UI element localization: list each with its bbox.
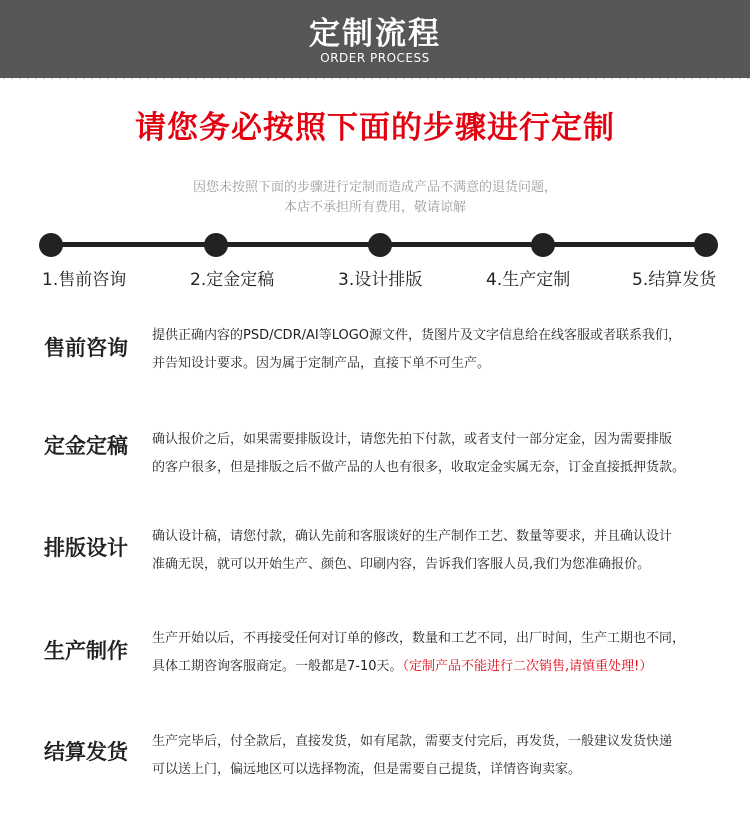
notice-line-2: 本店不承担所有费用，敬请谅解 (283, 200, 466, 215)
section-text-design (152, 523, 727, 579)
timeline-dot-2 (204, 233, 228, 257)
section-title-presale: 售前咨询 (44, 336, 128, 360)
section-line: 生产开始以后，不再接受任何对订单的修改，数量和工艺不同，出厂时间，生产工期也不同， (152, 631, 686, 646)
section-line: 生产完毕后，付全款后，直接发货，如有尾款，需要支付完后，再发货，一般建议发货快递 (152, 734, 673, 749)
notice-line-1: 因您未按照下面的步骤进行定制而造成产品不满意的退货问题， (192, 180, 557, 195)
timeline-dot-4 (531, 233, 555, 257)
step-label-2: 2.定金定稿 (190, 270, 275, 290)
section-text-deposit (152, 426, 727, 482)
timeline-dot-5 (694, 233, 718, 257)
section-line: 的客户很多，但是排版之后不做产品的人也有很多，收取定金实属无奈，订金直接抵押货款。 (152, 460, 686, 475)
banner-subtitle: ORDER PROCESS (320, 51, 430, 65)
step-label-4: 4.生产定制 (486, 270, 571, 290)
main-headline: 请您务必按照下面的步骤进行定制 (135, 110, 615, 146)
section-text-presale (152, 322, 727, 378)
warning-text: （定制产品不能进行二次销售,请慎重处理!） (402, 659, 653, 674)
step-label-3: 3.设计排版 (338, 270, 423, 290)
section-title-settlement: 结算发货 (44, 740, 128, 764)
step-label-5: 5.结算发货 (632, 270, 717, 290)
section-line: 可以送上门，偏远地区可以选择物流，但是需要自己提货，详情咨询卖家。 (152, 762, 582, 777)
section-line: 确认设计稿，请您付款，确认先前和客服谈好的生产制作工艺、数量等要求，并且确认设计 (152, 529, 673, 544)
section-line: 提供正确内容的PSD/CDR/AI等LOGO源文件，货图片及文字信息给在线客服或者联系我们， (152, 328, 682, 343)
section-line: 确认报价之后，如果需要排版设计，请您先拍下付款，或者支付一部分定金，因为需要排版 (152, 432, 673, 447)
timeline-dot-3 (368, 233, 392, 257)
section-text-settlement (152, 728, 727, 784)
step-label-1: 1.售前咨询 (42, 270, 127, 290)
header-banner (0, 0, 750, 78)
section-line: 并告知设计要求。因为属于定制产品，直接下单不可生产。 (152, 356, 491, 371)
timeline-dot-1 (39, 233, 63, 257)
section-title-design: 排版设计 (44, 536, 128, 560)
section-line: 准确无误，就可以开始生产、颜色、印刷内容，告诉我们客服人员,我们为您准确报价。 (152, 557, 651, 572)
section-text-production (152, 625, 727, 681)
section-title-production: 生产制作 (44, 639, 128, 663)
banner-title: 定制流程 (309, 16, 441, 52)
section-line (152, 653, 727, 681)
disclaimer-notice (0, 178, 750, 218)
section-title-deposit: 定金定稿 (44, 434, 128, 458)
section-line-text: 具体工期咨询客服商定。一般都是7-10天。 (152, 659, 403, 674)
banner-zigzag-edge (0, 72, 750, 82)
